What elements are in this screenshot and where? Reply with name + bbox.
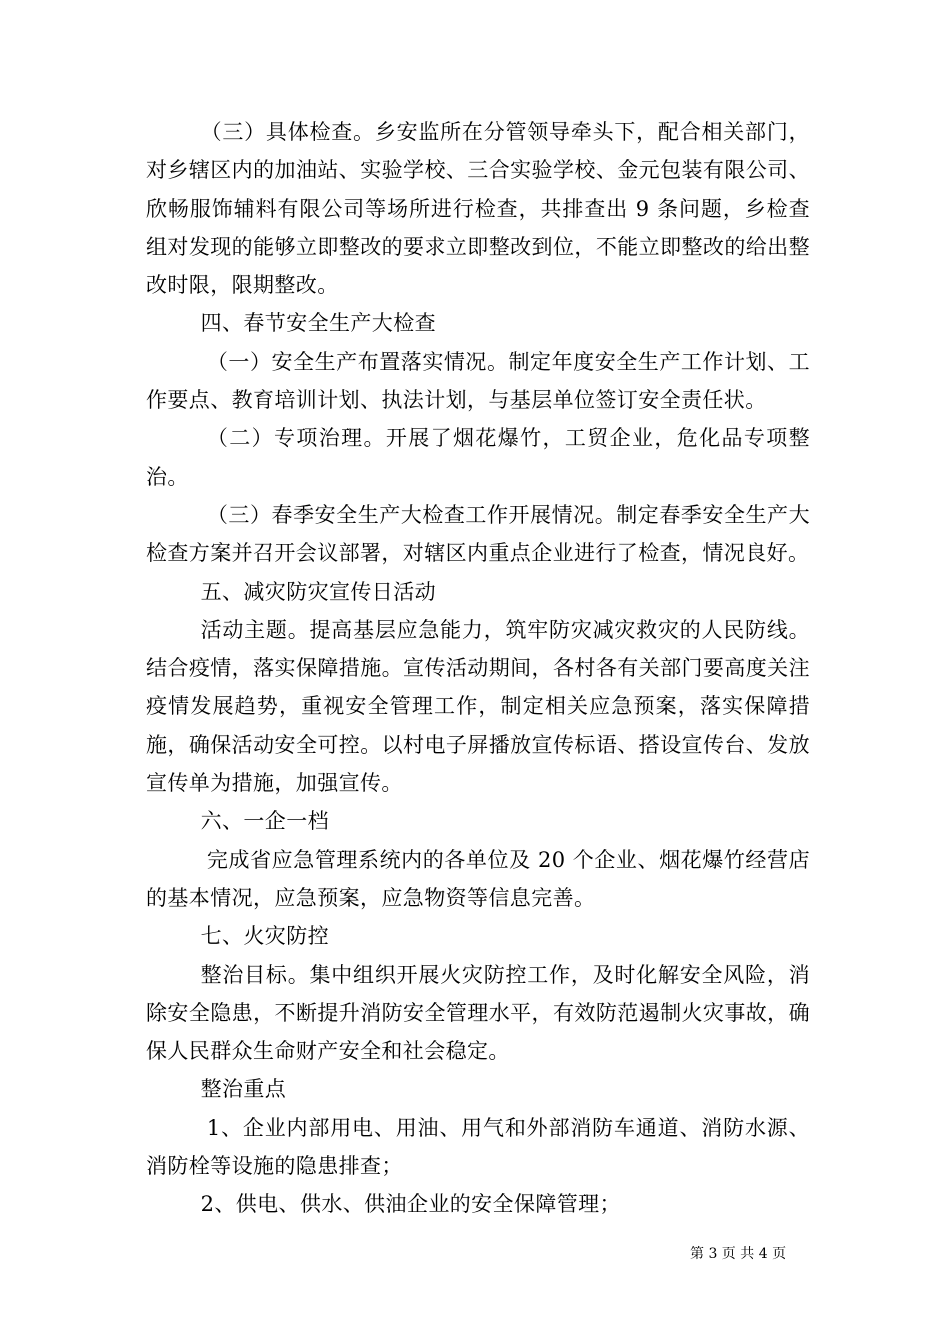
subheading-governance-focus: 整治重点: [200, 1077, 287, 1102]
section-heading-fire-prevention: 七、火灾防控: [200, 924, 329, 949]
section-heading-one-enterprise-one-file: 六、一企一档: [200, 809, 329, 834]
paragraph-activity-theme: 活动主题。提高基层应急能力，筑牢防灾减灾救灾的人民防线。结合疫情，落实保障措施。宣传活动期间，各村各有关部门要高度关注疫情发展趋势，重视安全管理工作，制定相关应急预案，落实保障措施，确保活动安全可控。以村电子屏播放宣传标语、搭设宣传台、发放宣传单为措施，加强宣传。: [146, 617, 810, 796]
paragraph-spring-inspection: （三）春季安全生产大检查工作开展情况。制定春季安全生产大检查方案并召开会议部署，对辖区内重点企业进行了检查，情况良好。: [146, 502, 810, 566]
paragraph-safety-arrangement: （一）安全生产布置落实情况。制定年度安全生产工作计划、工作要点、教育培训计划、执法计划，与基层单位签订安全责任状。: [146, 349, 810, 413]
paragraph-special-governance: （二）专项治理。开展了烟花爆竹，工贸企业，危化品专项整治。: [146, 426, 810, 489]
list-item-1: 1、企业内部用电、用油、用气和外部消防车通道、消防水源、消防栓等设施的隐患排查；: [146, 1115, 810, 1179]
document-body: [146, 113, 810, 1224]
section-heading-spring-festival-inspection: 四、春节安全生产大检查: [200, 311, 436, 336]
paragraph-governance-goal: 整治目标。集中组织开展火灾防控工作，及时化解安全风险，消除安全隐患，不断提升消防安全管理水平，有效防范遏制火灾事故，确保人民群众生命财产安全和社会稳定。: [146, 962, 810, 1064]
list-item-2: 2、供电、供水、供油企业的安全保障管理；: [200, 1192, 621, 1217]
section-heading-disaster-prevention-day: 五、减灾防灾宣传日活动: [200, 579, 436, 604]
paragraph-specific-inspection: （三）具体检查。乡安监所在分管领导牵头下，配合相关部门，对乡辖区内的加油站、实验学校、三合实验学校、金元包装有限公司、欣畅服饰辅料有限公司等场所进行检查，共排查出 9 条问题，乡检查组对发现的能够立即整改的要求立即整改到位，不能立即整改的给出整改时限，限期整改。: [146, 120, 810, 298]
paragraph-enterprise-files: 完成省应急管理系统内的各单位及 20 个企业、烟花爆竹经营店的基本情况，应急预案，应急物资等信息完善。: [146, 847, 810, 910]
page-number-footer: 第 3 页 共 4 页: [690, 1246, 787, 1262]
